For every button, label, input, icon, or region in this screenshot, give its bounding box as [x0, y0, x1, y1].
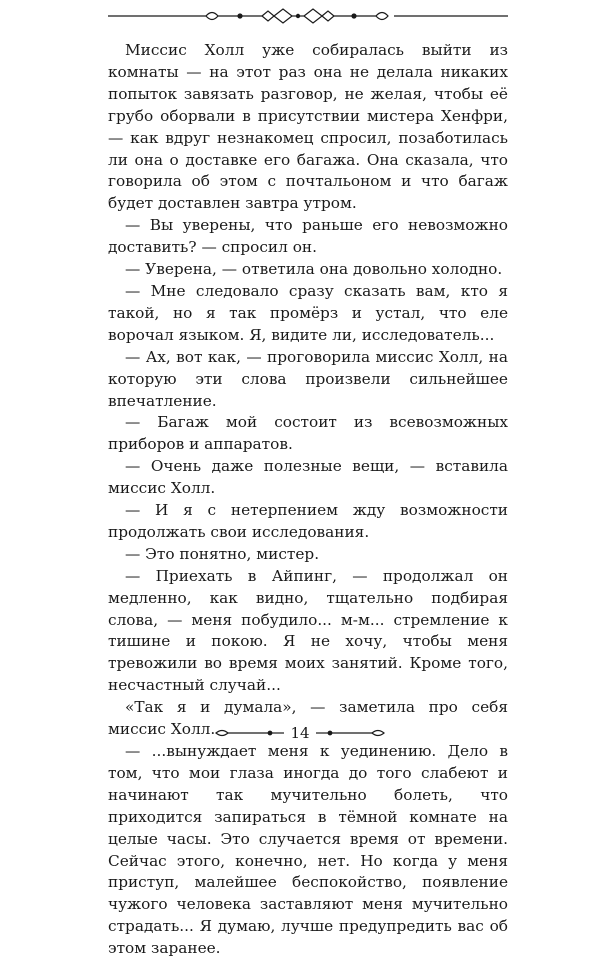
paragraph: — Это понятно, мистер.	[125, 544, 320, 563]
page-footer	[0, 722, 600, 744]
paragraph: — Уверена, — ответила она довольно холодно.	[125, 260, 503, 279]
paragraph: — Мне следовало сразу сказать вам, кто я такой, но я так промёрз и устал, что еле ворочал языком. Я, видите ли, исследователь...	[108, 281, 508, 344]
paragraph: — Багаж мой состоит из всевозможных приборов и аппаратов.	[108, 413, 508, 454]
paragraph: — Ах, вот как, — проговорила миссис Холл, на которую эти слова произвели сильнейшее впечатление.	[108, 347, 508, 410]
paragraph: «Так я и думала», — заметила про себя миссис Холл.	[108, 698, 508, 739]
paragraph: — ...вынуждает меня к уединению. Дело в том, что мои глаза иногда до того слабеют и начинают так мучительно болеть, что приходится запираться в тёмной комнате на целые часы. Это случается время от времени. Сейчас этого, конечно, нет. Но когда у меня приступ, малейшее беспокойство, появление чужого человека заставляют меня мучительно страдать... Я думаю, лучше предупредить вас об этом заранее.	[108, 742, 508, 958]
body-text	[108, 40, 508, 960]
page-number: 14	[290, 724, 310, 742]
paragraph: — Приехать в Айпинг, — продолжал он медленно, как видно, тщательно подбирая слова, — меня побудило... м-м... стремление к тишине и покою. Я не хочу, чтобы меня тревожили во время моих занятий. Кроме того, несчастный случай...	[108, 566, 508, 695]
paragraph: — И я с нетерпением жду возможности продолжать свои исследования.	[108, 501, 508, 541]
paragraph: — Очень даже полезные вещи, — вставила миссис Холл.	[108, 457, 508, 498]
paragraph: — Вы уверены, что раньше его невозможно доставить? — спросил он.	[108, 216, 508, 257]
header-ornament-icon	[0, 4, 600, 28]
paragraph: Миссис Холл уже собиралась выйти из комнаты — на этот раз она не делала никаких попыток завязать разговор, не желая, чтобы её грубо оборвали в присутствии мистера Хенфри, — как вдруг незнакомец спросил, позаботилась ли она о доставке его багажа. Она сказала, что говорила об этом с почтальоном и что багаж будет доставлен завтра утром.	[108, 41, 508, 213]
